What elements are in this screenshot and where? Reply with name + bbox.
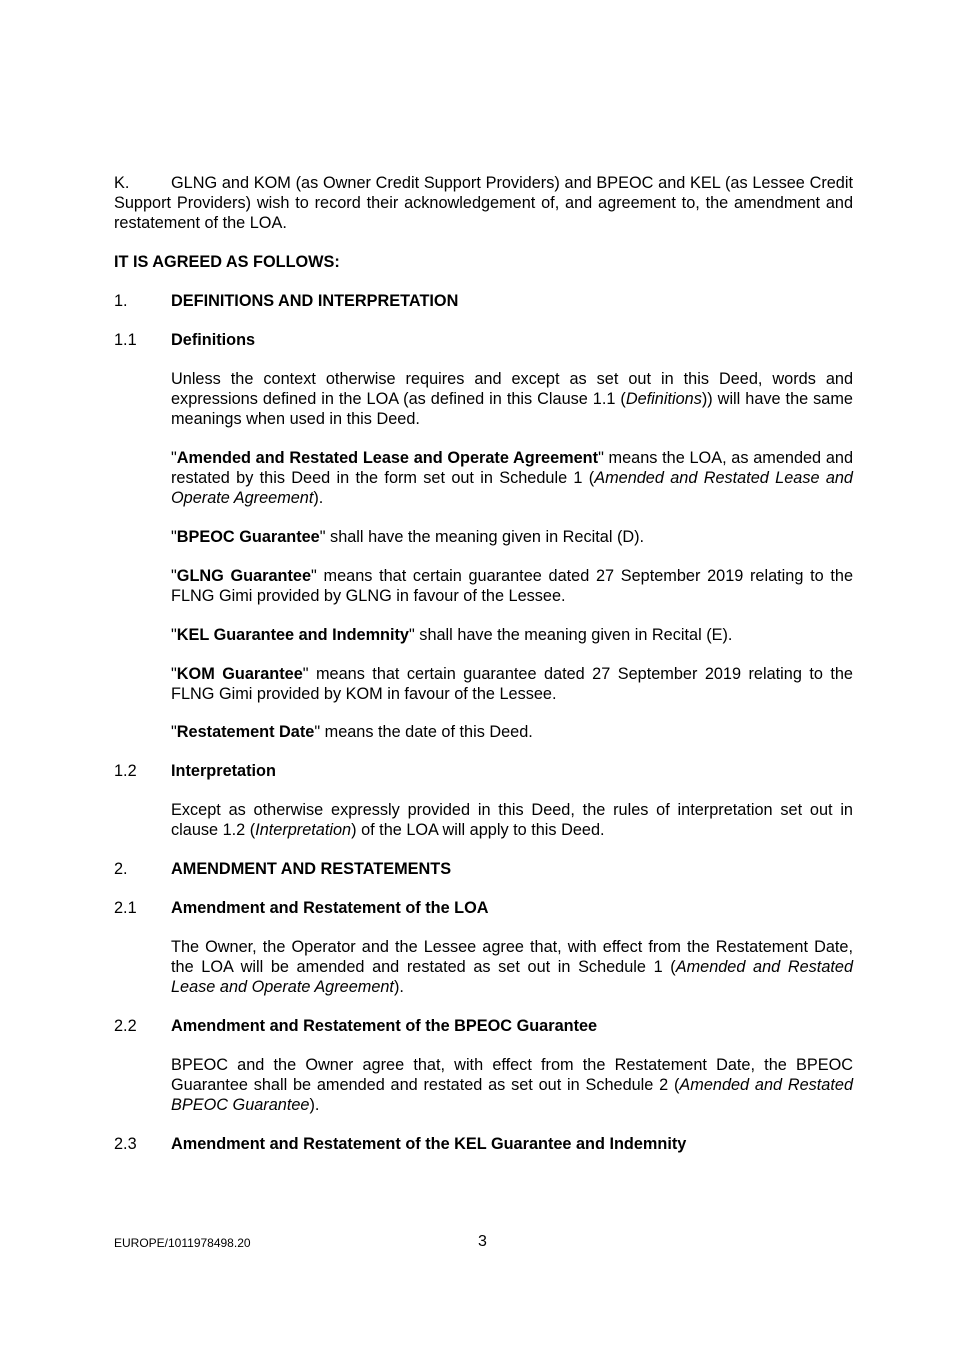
definition-text: shall have the meaning given in Recital (D). xyxy=(325,528,645,546)
definition-term: Amended and Restated Lease and Operate Agreement xyxy=(176,449,599,467)
clause-2-2-text-c: ). xyxy=(309,1096,320,1114)
definition-term: Restatement Date xyxy=(176,723,315,741)
interpretation-text-c: ) of the LOA will apply to this Deed. xyxy=(351,821,605,839)
definition-term: KEL Guarantee and Indemnity xyxy=(176,626,409,644)
definition-text: means that certain guarantee dated 27 September 2019 relating to the FLNG Gimi provided by KOM in favour of the Lessee. xyxy=(171,665,853,703)
clause-2-2-number: 2.2 xyxy=(114,1017,137,1035)
section-2-number: 2. xyxy=(114,860,128,878)
definition-text: shall have the meaning given in Recital (E). xyxy=(414,626,733,644)
definition-italic: Amended and Restated Lease and Operate Agreement xyxy=(171,469,853,507)
interpretation-italic: Interpretation xyxy=(255,821,352,839)
clause-2-1-title: Amendment and Restatement of the LOA xyxy=(171,899,489,917)
definitions-intro-c: )) will have the same meanings when used in this Deed. xyxy=(171,390,853,428)
clause-2-2-text-a: BPEOC and the Owner agree that, with effect from the Restatement Date, the BPEOC Guarantee shall be amended and restated as set out in Schedule 2 ( xyxy=(171,1056,853,1094)
interpretation-text-a: Except as otherwise expressly provided in this Deed, the rules of interpretation set out in clause 1.2 ( xyxy=(171,801,853,839)
footer-reference: EUROPE/1011978498.20 xyxy=(114,1236,251,1250)
clause-2-1-text xyxy=(171,937,853,997)
clause-2-1-italic: Amended and Restated Lease and Operate Agreement xyxy=(171,958,854,996)
interpretation-text xyxy=(171,800,853,840)
definition-bpeoc-guarantee: "BPEOC Guarantee" shall have the meaning given in Recital (D). xyxy=(171,528,645,546)
definition-restatement-date: "Restatement Date" means the date of this Deed. xyxy=(171,723,533,741)
clause-1-2-title: Interpretation xyxy=(171,762,276,780)
clause-2-2-text xyxy=(171,1055,853,1115)
clause-2-1-number: 2.1 xyxy=(114,899,137,917)
recital-k xyxy=(114,173,853,233)
definition-text: means the LOA, as amended and restated by this Deed in the form set out in Schedule 1 ( xyxy=(171,449,853,487)
definition-term: KOM Guarantee xyxy=(176,665,303,683)
definitions-intro-a: Unless the context otherwise requires and except as set out in this Deed, words and expressions defined in the LOA (as defined in this Clause 1.1 ( xyxy=(171,370,853,408)
clause-2-2-title: Amendment and Restatement of the BPEOC Guarantee xyxy=(171,1017,598,1035)
definition-glng-guarantee: "GLNG Guarantee" means that certain guarantee dated 27 September 2019 relating to the FLNG Gimi provided by GLNG in favour of the Lessee. xyxy=(171,567,853,605)
definition-tail: ). xyxy=(313,489,324,507)
clause-2-2-italic: Amended and Restated BPEOC Guarantee xyxy=(171,1076,853,1114)
clause-2-3-number: 2.3 xyxy=(114,1135,137,1153)
clause-1-2-number: 1.2 xyxy=(114,762,137,780)
clause-1-1-number: 1.1 xyxy=(114,331,137,349)
recital-k-text: GLNG and KOM (as Owner Credit Support Providers) and BPEOC and KEL (as Lessee Credit Support Providers) wish to record their acknowledgement of, and agreement to, the amendment and restatement of the LOA. xyxy=(114,174,853,232)
section-1-title: DEFINITIONS AND INTERPRETATION xyxy=(171,292,459,310)
definition-text: means the date of this Deed. xyxy=(320,723,533,741)
definitions-intro xyxy=(171,369,853,429)
definitions-intro-italic: Definitions xyxy=(625,390,702,408)
clause-2-1-text-c: ). xyxy=(393,978,404,996)
definition-kom-guarantee: "KOM Guarantee" means that certain guarantee dated 27 September 2019 relating to the FLNG Gimi provided by KOM in favour of the Lessee. xyxy=(171,665,853,703)
clause-2-3-title: Amendment and Restatement of the KEL Guarantee and Indemnity xyxy=(171,1135,687,1153)
definition-kel-guarantee: "KEL Guarantee and Indemnity" shall have the meaning given in Recital (E). xyxy=(171,626,733,644)
definition-term: GLNG Guarantee xyxy=(176,567,312,585)
recital-k-label: K. xyxy=(114,174,130,192)
definition-text: means that certain guarantee dated 27 September 2019 relating to the FLNG Gimi provided by GLNG in favour of the Lessee. xyxy=(171,567,853,605)
clause-1-1-title: Definitions xyxy=(171,331,256,349)
definition-amended-loa: "Amended and Restated Lease and Operate Agreement" means the LOA, as amended and restated by this Deed in the form set out in Schedule 1 (Amended and Restated Lease and Operate Agreement). xyxy=(171,449,853,507)
section-1-number: 1. xyxy=(114,292,128,310)
clause-2-1-text-a: The Owner, the Operator and the Lessee agree that, with effect from the Restatement Date, the LOA will be amended and restated as set out in Schedule 1 ( xyxy=(171,938,853,976)
section-2-title: AMENDMENT AND RESTATEMENTS xyxy=(171,860,452,878)
agreed-heading: IT IS AGREED AS FOLLOWS: xyxy=(114,253,340,271)
definition-term: BPEOC Guarantee xyxy=(176,528,320,546)
page-number: 3 xyxy=(478,1233,487,1250)
